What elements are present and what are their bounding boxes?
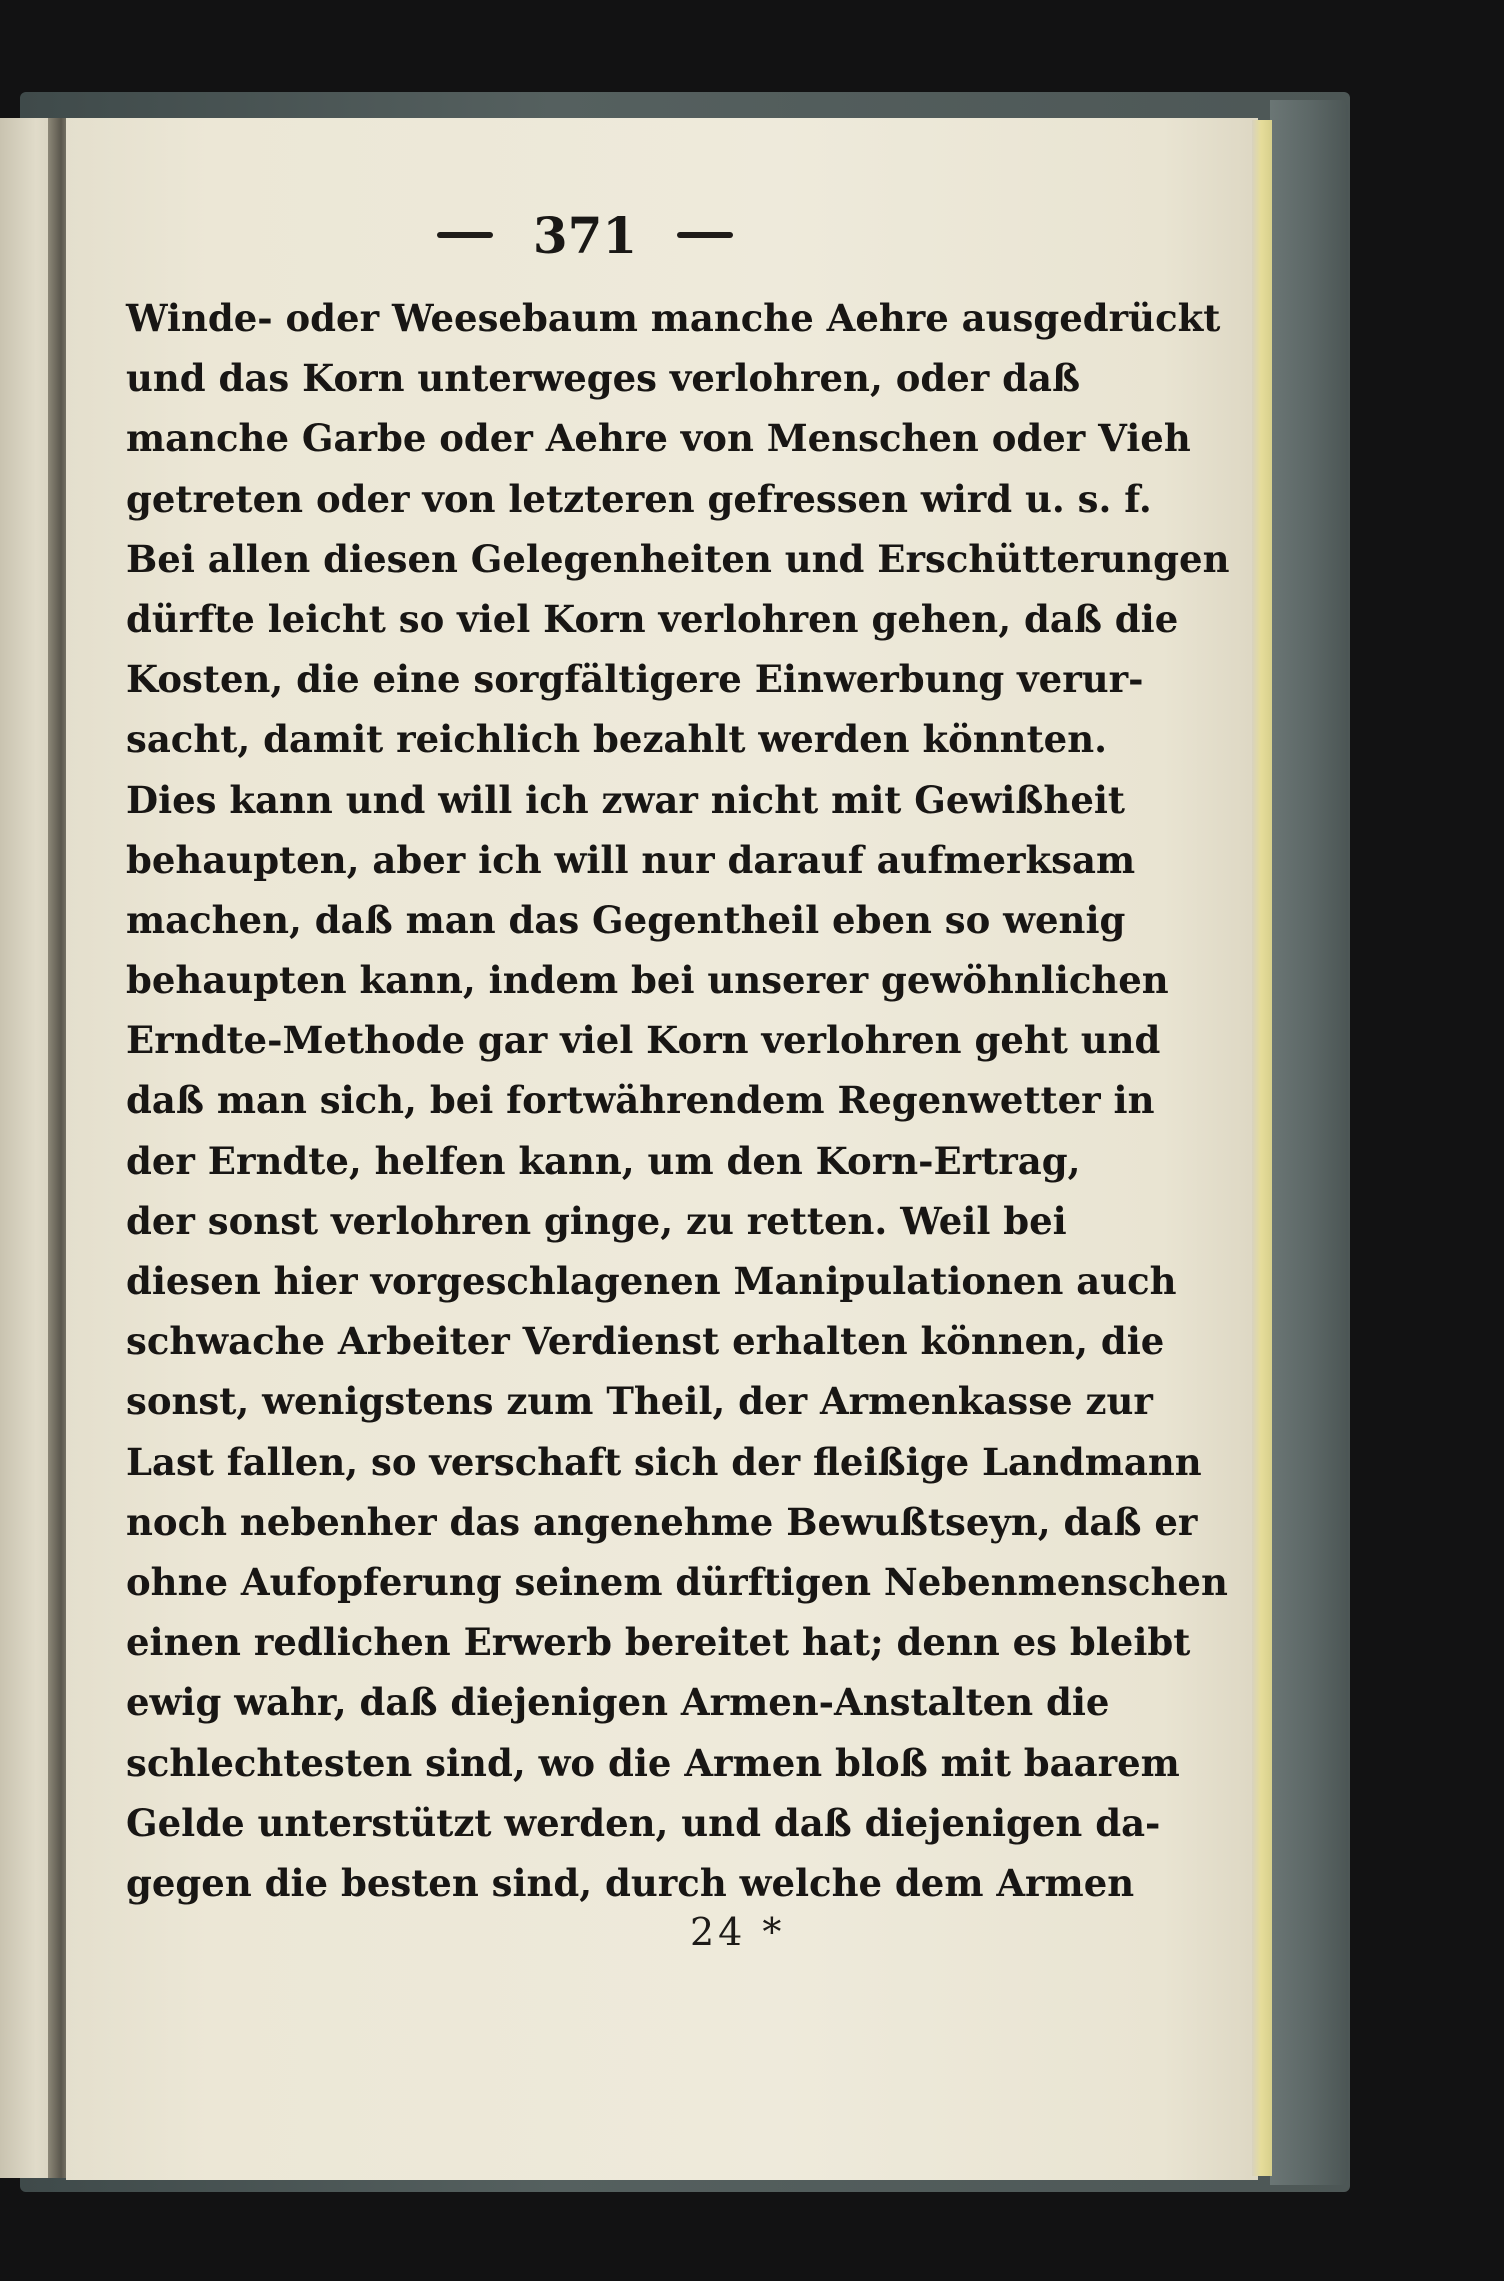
text-line: machen, daß man das Gegentheil eben so wenig — [126, 897, 1126, 942]
text-line: schwache Arbeiter Verdienst erhalten können, die — [126, 1319, 1165, 1364]
text-line: diesen hier vorgeschlagenen Manipulationen auch — [126, 1259, 1177, 1303]
text-line: daß man sich, bei fortwährendem Regenwetter in — [126, 1078, 1155, 1123]
header-dash-right — [677, 232, 733, 238]
text-line: und das Korn unterweges verlohren, oder daß — [126, 356, 1081, 401]
text-line: Dies kann und will ich zwar nicht mit Gewißheit — [126, 777, 1125, 822]
text-line: Winde- oder Weesebaum manche Aehre ausgedrückt — [126, 296, 1221, 340]
text-line: schlechtesten sind, wo die Armen bloß mit baarem — [126, 1740, 1180, 1785]
text-line: einen redlichen Erwerb bereitet hat; denn es bleibt — [126, 1620, 1191, 1665]
page-edge — [1252, 120, 1272, 2176]
page-header — [420, 200, 750, 270]
text-line: Bei allen diesen Gelegenheiten und Erschütterungen — [126, 536, 1230, 581]
text-line: gegen die besten sind, durch welche dem Armen — [126, 1860, 1135, 1905]
signature-mark: 24 * — [690, 1910, 786, 1954]
text-line: Gelde unterstützt werden, und daß diejenigen da- — [126, 1800, 1161, 1845]
page-number: 371 — [532, 205, 638, 265]
text-line: Kosten, die eine sorgfältigere Einwerbung verur- — [126, 657, 1144, 702]
body-text — [126, 288, 1230, 1913]
text-line: sacht, damit reichlich bezahlt werden könnten. — [126, 717, 1107, 762]
text-line: getreten oder von letzteren gefressen wird u. s. f. — [126, 476, 1152, 521]
text-line: dürfte leicht so viel Korn verlohren gehen, daß die — [126, 596, 1179, 641]
text-line: manche Garbe oder Aehre von Menschen oder Vieh — [126, 416, 1191, 461]
header-dash-left — [437, 232, 493, 238]
text-line: behaupten, aber ich will nur darauf aufmerksam — [126, 837, 1136, 882]
text-line: behaupten kann, indem bei unserer gewöhnlichen — [126, 958, 1169, 1003]
text-line: Last fallen, so verschaft sich der fleißige Landmann — [126, 1439, 1202, 1484]
book-cover-edge — [1270, 100, 1348, 2185]
text-line: ewig wahr, daß diejenigen Armen-Anstalten die — [126, 1680, 1110, 1725]
text-line: Erndte-Methode gar viel Korn verlohren geht und — [126, 1018, 1161, 1063]
text-line: der Erndte, helfen kann, um den Korn-Ertrag, — [126, 1138, 1081, 1183]
text-line: noch nebenher das angenehme Bewußtseyn, daß er — [126, 1499, 1198, 1544]
text-line: ohne Aufopferung seinem dürftigen Nebenmenschen — [126, 1559, 1228, 1604]
text-line: sonst, wenigstens zum Theil, der Armenkasse zur — [126, 1379, 1153, 1424]
text-line: der sonst verlohren ginge, zu retten. Weil bei — [126, 1198, 1067, 1243]
